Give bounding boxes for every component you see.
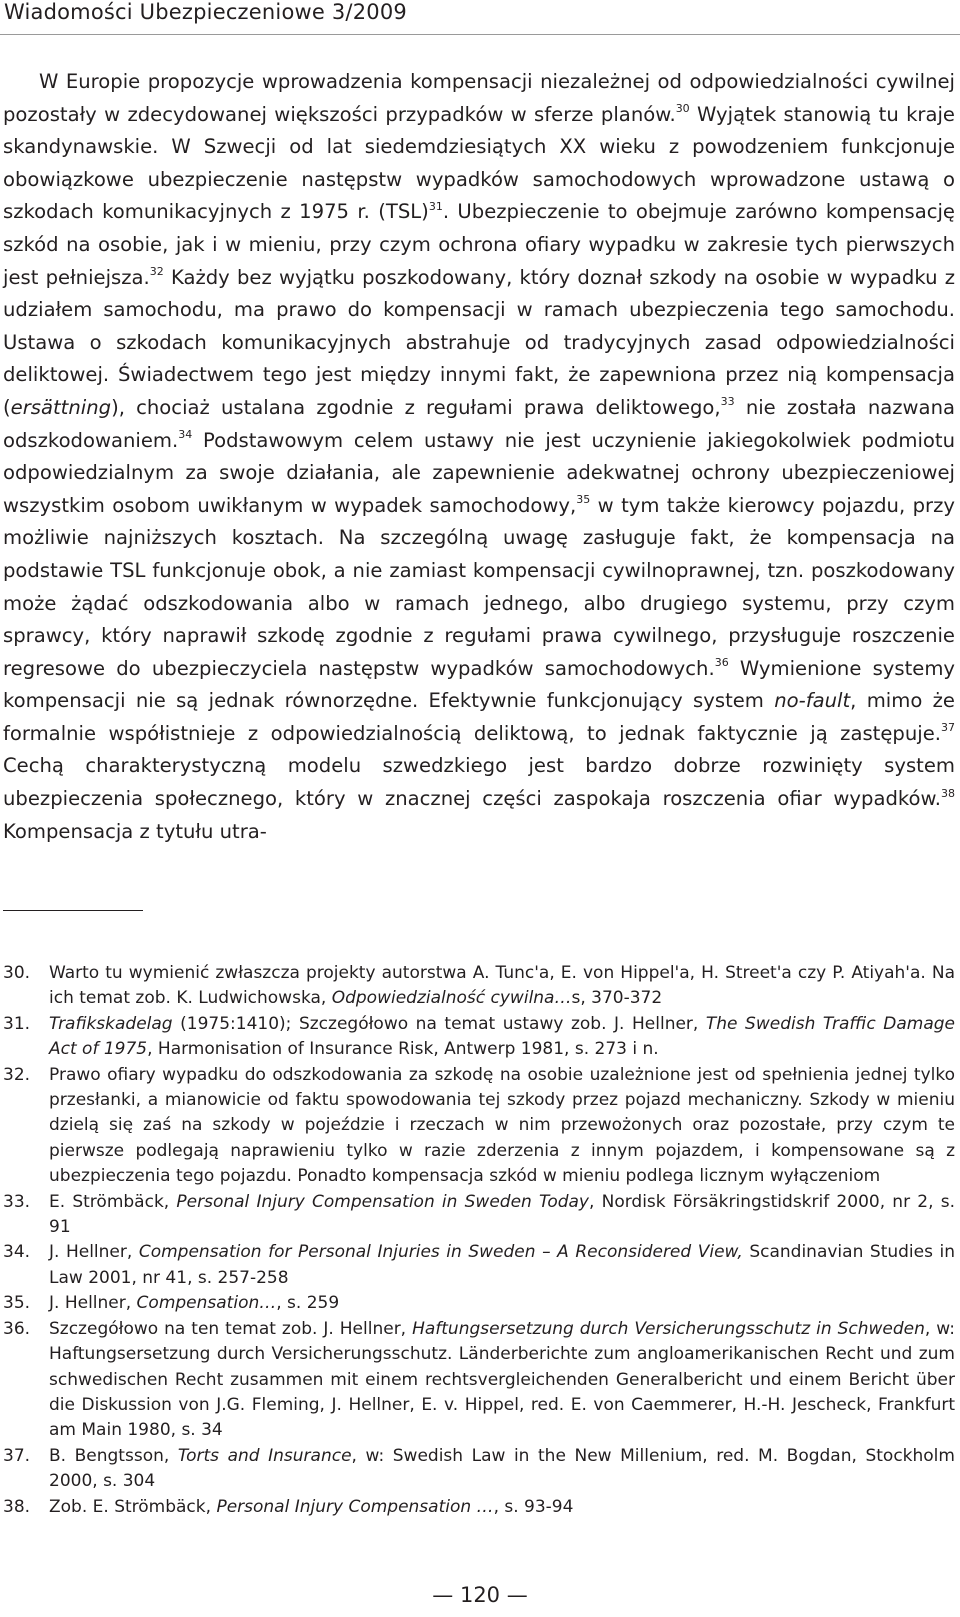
italic-title: Trafikskadelag: [49, 1013, 173, 1034]
footnote-ref: 32: [149, 265, 164, 279]
italic-title: Torts and Insurance: [177, 1445, 352, 1466]
footnote-number: 31.: [3, 1013, 31, 1034]
footnote-ref: 35: [576, 493, 591, 507]
text-run: , s. 93-94: [493, 1496, 574, 1517]
text-run: Podstawowym celem ustawy nie jest uczynienie jakiegokolwiek podmiotu odpowiedzialnym za swoje działania, ale zapewnienie adekwatnej ochrony ubezpieczeniowej wszystkim osobom uwikłanym w wypadek samochodowy,: [3, 428, 955, 517]
italic-term: no-fault: [774, 689, 851, 713]
italic-term: ersättning: [10, 395, 112, 419]
footnote-38: [3, 1495, 955, 1520]
text-run: , mimo że formalnie współistnieje z odpowiedzialnością deliktową, to jednak faktycznie ją zastępuje.: [3, 689, 955, 745]
text-run: Zob. E. Strömbäck,: [49, 1496, 217, 1517]
text-run: E. Strömbäck,: [49, 1191, 177, 1212]
footnote-number: 30.: [3, 963, 31, 983]
text-run: W Europie propozycje wprowadzenia kompensacji niezależnej od odpowiedzialności cywilnej pozostały w zdecydowanej większości przypadków w sferze planów.: [3, 70, 955, 126]
text-run: , Nordisk Försäkringstidskrif 2000, nr 2, s. 91: [49, 1191, 955, 1238]
italic-title: Compensation for Personal Injuries in Sweden – A Reconsidered View,: [138, 1242, 743, 1263]
footnote-31: [3, 1012, 955, 1063]
footnote-number: 33.: [3, 1191, 31, 1212]
text-run: , w: Swedish Law in the New Millenium, red. M. Bogdan, Stockholm 2000, s. 304: [49, 1445, 955, 1492]
footnote-35: [3, 1291, 955, 1316]
text-run: ), chociaż ustalana zgodnie z regułami prawa deliktowego,: [111, 395, 721, 419]
footnote-number: 37.: [3, 1445, 31, 1466]
text-run: Każdy bez wyjątku poszkodowany, który doznał szkody na osobie w wypadku z udziałem samochodu, ma prawo do kompensacji w ramach ubezpieczenia tego samochodu. Ustawa o szkodach komunikacyjnych abstrahuje od tradycyjnych zasad odpowiedzialności deliktowej. Świadectwem tego jest między innymi fakt, że zapewniona przez nią kompensacja (: [3, 265, 955, 419]
italic-title: The Swedish Traffic Damage Act of 1975: [49, 1013, 955, 1060]
footnote-number: 32.: [3, 1064, 31, 1085]
footnote-ref: 31: [428, 199, 443, 213]
text-run: Wymienione systemy kompensacji nie są jednak równorzędne. Efektywnie funkcjonujący system: [3, 656, 956, 713]
header-divider: [0, 34, 960, 35]
footnote-divider: [3, 910, 143, 911]
text-run: Warto tu wymienić zwłaszcza projekty autorstwa A. Tunc'a, E. von Hippel'a, H. Street'a czy P. Atiyah'a. Na ich temat zob. K. Ludwichowska,: [49, 963, 955, 1009]
text-run: Kompensacja z tytułu utra-: [3, 819, 267, 843]
text-run: Szczegółowo na ten temat zob. J. Hellner,: [49, 1318, 413, 1339]
footnote-36: [3, 1317, 955, 1444]
journal-header: Wiadomości Ubezpieczeniowe 3/2009: [4, 0, 407, 24]
text-run: Cechą charakterystyczną modelu szwedzkiego jest bardzo dobrze rozwinięty system ubezpieczenia społecznego, który w znacznej części zaspokaja roszczenia ofiar wypadków.: [3, 754, 955, 811]
text-run: w tym także kierowcy pojazdu, przy możliwie najniższych kosztach. Na szczególną uwagę zasługuje fakt, że kompensacja na podstawie TSL funkcjonuje obok, a nie zamiast kompensacji cywilnoprawnej, tzn. poszkodowany może żądać odszkodowania albo w ramach jednego, albo drugiego systemu, przy czym sprawcy, który naprawił szkodę zgodnie z regułami prawa cywilnego, przysługuje roszczenie regresowe do ubezpieczyciela następstw wypadków samochodowych.: [3, 493, 955, 680]
page-number: — 120 —: [432, 1583, 528, 1607]
italic-title: Compensation…: [136, 1293, 277, 1314]
text-run: B. Bengtsson,: [49, 1445, 178, 1466]
footnote-ref: 38: [941, 786, 955, 800]
text-run: Wyjątek stanowią tu kraje skandynawskie. W Szwecji od lat siedemdziesiątych XX wieku z powodzeniem funkcjonuje obowiązkowe ubezpieczenie następstw wypadków samochodowych wprowadzone ustawą o szkodach komunikacyjnych z 1975 r. (TSL): [3, 102, 955, 224]
footnote-ref: 36: [714, 656, 729, 670]
footnote-number: 36.: [3, 1318, 31, 1339]
footnote-30: [3, 961, 955, 1012]
text-run: nie została nazwana odszkodowaniem.: [3, 395, 955, 452]
italic-title: Personal Injury Compensation …: [216, 1496, 494, 1517]
text-run: J. Hellner,: [49, 1293, 137, 1314]
footnote-32: [3, 1063, 955, 1190]
footnote-33: [3, 1190, 955, 1241]
text-run: (1975:1410); Szczegółowo na temat ustawy zob. J. Hellner,: [172, 1013, 706, 1034]
footnote-number: 34.: [3, 1242, 31, 1263]
text-run: Prawo ofiary wypadku do odszkodowania za szkodę na osobie uzależnione jest od spełnienia jednej tylko przesłanki, a mianowicie od faktu spowodowania tej szkody przez pojazd mechaniczny. Szkody w mieniu dzielą się zaś na szkody w pojeździe i rzeczach w nim przewożonych oraz pozostałe, przy czym te pierwsze podlegają naprawieniu tylko w razie zderzenia z innym pojazdem, i kompensowane są z ubezpieczenia tego pojazdu. Ponadto kompensacja szkód w mieniu podlega licznym wyłączeniom: [49, 1064, 955, 1187]
italic-title: Odpowiedzialność cywilna…: [331, 988, 572, 1009]
footnote-ref: 34: [178, 428, 193, 441]
text-run: , w: Haftungsersetzung durch Versicherungsschutz. Länderberichte zum angloamerikanischen Recht und zum schwedischen Recht zusammen mit einem rechtsvergleichenden Generalbericht und einem Bericht über die Diskussion von J.G. Fleming, J. Hellner, E. v. Hippel, red. E. von Caemmerer, H.-H. Jescheck, Frankfurt am Main 1980, s. 34: [49, 1318, 955, 1441]
footnote-37: [3, 1444, 955, 1495]
footnote-ref: 30: [675, 102, 690, 116]
text-run: Scandinavian Studies in Law 2001, nr 41, s. 257-258: [49, 1242, 956, 1288]
footnote-ref: 37: [941, 721, 955, 735]
footnotes: [3, 961, 955, 1520]
footnote-number: 38.: [3, 1496, 31, 1517]
italic-title: Haftungsersetzung durch Versicherungsschutz in Schweden: [412, 1318, 925, 1339]
footnote-ref: 33: [720, 395, 735, 409]
text-run: . Ubezpieczenie to obejmuje zarówno kompensację szkód na osobie, jak i w mieniu, przy czym ochrona ofiary wypadku w zakresie tych pierwszych jest pełniejsza.: [3, 200, 955, 289]
text-run: , Harmonisation of Insurance Risk, Antwerp 1981, s. 273 i n.: [147, 1039, 659, 1060]
italic-title: Personal Injury Compensation in Sweden Today: [176, 1191, 589, 1212]
footnote-number: 35.: [3, 1293, 31, 1314]
text-run: , s. 259: [276, 1293, 340, 1314]
footnote-34: [3, 1240, 955, 1291]
body-text: [3, 66, 955, 848]
body-paragraph: [3, 66, 955, 848]
text-run: J. Hellner,: [49, 1242, 139, 1263]
text-run: s, 370-372: [571, 988, 663, 1009]
